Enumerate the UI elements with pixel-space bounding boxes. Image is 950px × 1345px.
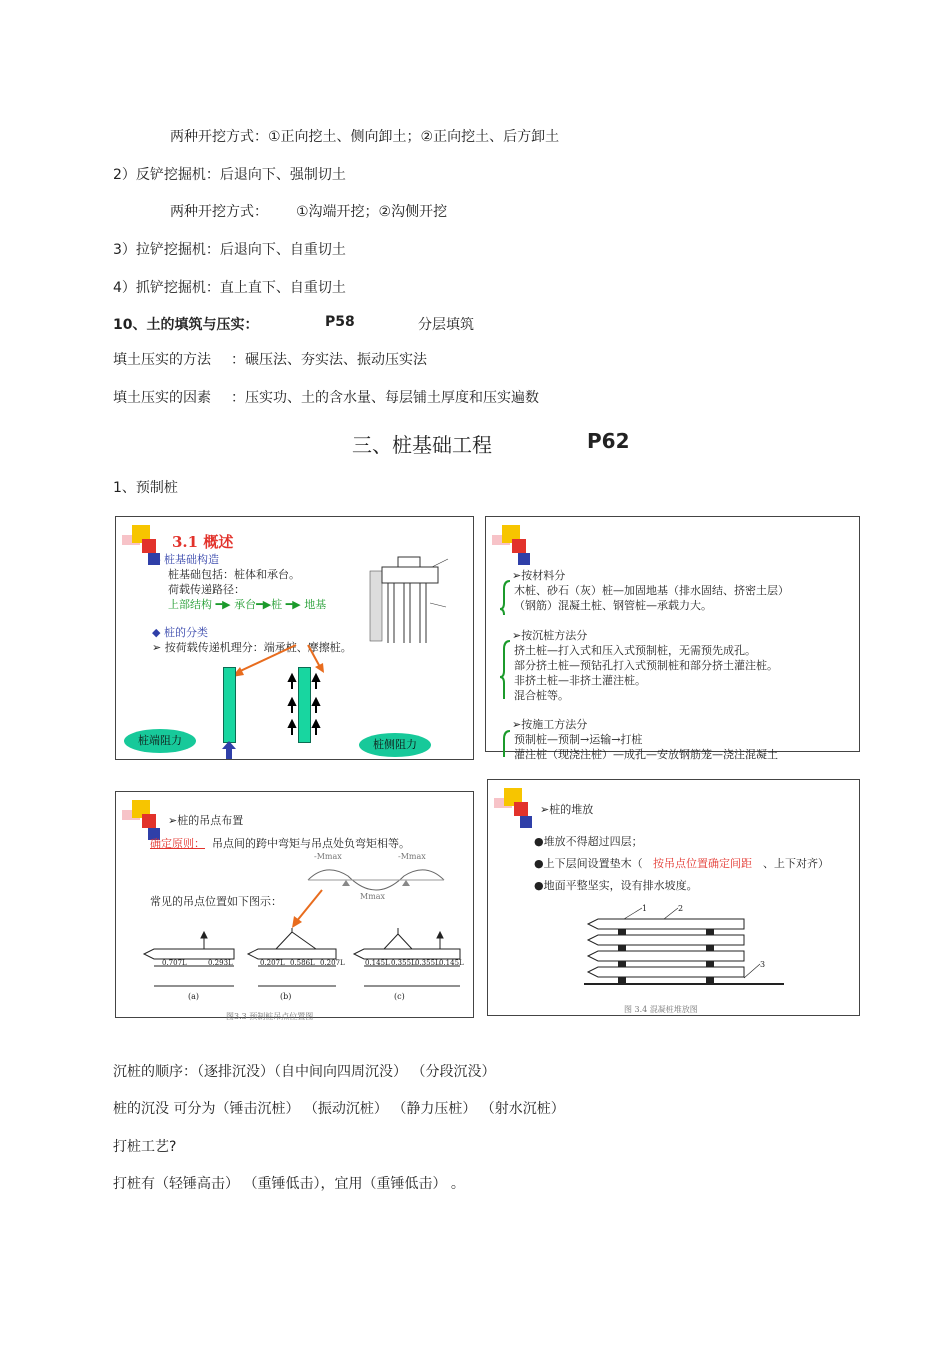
lifting-point-diagrams [142,928,462,1014]
text-line: 沉桩的顺序：（逐排沉没）（自中间向四周沉没） （分段沉没） [113,1064,496,1080]
text-line: 4）抓铲挖掘机：直上直下、自重切土 [113,280,346,296]
pile-end-bearing [223,667,236,743]
text-line: 填土压实的因素 [113,390,211,406]
slide-title: 3.1 概述 [172,533,234,551]
callout-end-resistance: 桩端阻力 [124,729,196,753]
page-ref: P58 [325,314,355,330]
callout-side-resistance: 桩侧阻力 [359,733,431,757]
section-title: 10、土的填筑与压实： [113,317,259,333]
slide-pile-storage: ➢桩的堆放 ●堆放不得超过四层； ●上下层间设置垫木（ 按吊点位置确定间距 、上下对齐） ●地面平整坚实，设有排水坡度。 1 2 3 图 3.4 混凝桩堆放图 [487,779,860,1016]
text-line: 打桩有（轻锤高击） （重锤低击），宜用（重锤低击） 。 [113,1176,465,1192]
text-line: 3）拉铲挖掘机：后退向下、自重切土 [113,242,346,258]
brace-icon [500,579,514,759]
chapter-heading: 三、桩基础工程 [352,433,492,457]
text-line: 2）反铲挖掘机：后退向下、强制切土 [113,167,346,183]
text-line: 两种开挖方式：①正向挖土、侧向卸土；②正向挖土、后方卸土 [170,129,560,145]
up-arrow-icon [222,741,236,759]
text-line: 两种开挖方式： [170,204,268,220]
text-line: 分层填筑 [418,317,474,333]
slide-overview: 3.1 概述 ◆ 桩基础构造 桩基础包括：桩体和承台。 荷载传递路径： 上部结构 ━▶ 承台━▶桩 ━▶ 地基 ◆ 桩的分类 ➢ 按荷载传递机理分：端承桩、摩擦桩。 桩端阻力 桩侧阻力 [115,516,474,760]
text-line: ①沟端开挖；②沟侧开挖 [296,204,448,220]
text-line: 打桩工艺? [113,1139,177,1155]
slide-lifting-points: ➢桩的吊点布置 确定原则： 吊点间的跨中弯矩与吊点处负弯矩相等。 -Mmax -Mmax Mmax 常见的吊点位置如下图示： 0.707L 0.293L 0.207L 0.586L 0.207L 0.145L 0.355L 0.355L 0.145L (a) (b) (c) 图3.3 预制桩吊点位置图 [115,791,474,1018]
slide-classification: ➢按材料分 木桩、砂石（灰）桩—加固地基（排水固结、挤密土层） （钢筋）混凝土桩、钢管桩—承载力大。 ➢按沉桩方法分 挤土桩—打入式和压入式预制桩，无需预先成孔。 部分挤土桩—预钻孔打入式预制桩和部分挤土灌注桩。 非挤土桩—非挤土灌注桩。 混合桩等。 ➢按施工方法分 预制桩—预制→运输→打桩 灌注桩（现浇注桩）—成孔—安放钢筋笼—浇注混凝土 [485,516,860,752]
arrow-icon [288,886,328,930]
text-line: ：压实功、土的含水量、每层铺土厚度和压实遍数 [231,390,539,406]
text-line: 桩的沉没 可分为（锤击沉桩） （振动沉桩） （静力压桩） （射水沉桩） [113,1101,565,1117]
pile-foundation-sketch [360,553,460,648]
pile-stack-diagram [584,906,784,986]
text-line: 1、预制桩 [113,480,178,496]
text-line: ：碾压法、夯实法、振动压实法 [231,352,427,368]
text-line: 填土压实的方法 [113,352,211,368]
side-friction-arrows-icon [286,669,322,741]
chapter-page-ref: P62 [587,429,630,453]
